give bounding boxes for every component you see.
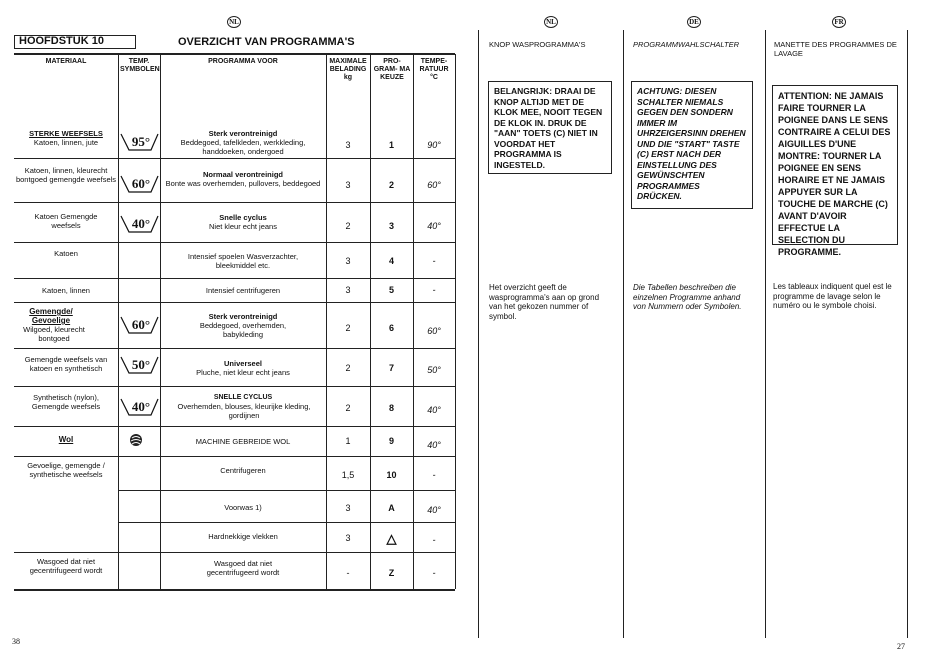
row1-program-title: Sterk verontreinigd [208, 129, 278, 138]
row8-load: 2 [345, 403, 351, 413]
row9-choice: 9 [388, 436, 394, 446]
header-program-for: PROGRAMMA VOOR [208, 58, 278, 65]
stain-triangle-icon: △ [386, 531, 397, 546]
row10-program: Centrifugeren [220, 466, 266, 475]
row1-material: Katoen, linnen, jute [33, 138, 99, 147]
row13-choice: Z [388, 568, 395, 578]
de-heading: PROGRAMMWAHLSCHALTER [633, 40, 739, 49]
page-title: OVERZICHT VAN PROGRAMMA'S [178, 36, 355, 48]
de-warning-box: ACHTUNG: DIESEN SCHALTER NIEMALS GEGEN DEN SONDERN IMMER IM UHRZEIGERSINN DREHEN UND DIE "START" TASTE (C) ERST NACH DER EINSTELLUNG DES GEWÜNSCHTEN PROGRAMMES DRÜCKEN. [631, 81, 753, 209]
row1-temp: 90° [427, 140, 441, 150]
row3-temp-symbol-icon: 40° [118, 214, 160, 234]
row2-program: Bonte was overhemden, pullovers, beddegoed [165, 179, 321, 188]
row10-temp: - [432, 470, 436, 480]
row6-program: Beddegoed, overhemden, babykleding [199, 321, 287, 339]
row4-load: 3 [345, 256, 351, 266]
row3-program: Niet kleur echt jeans [209, 222, 277, 231]
row7-material: Gemengde weefsels van katoen en synthetisch [24, 355, 108, 373]
row2-temp: 60° [427, 180, 441, 190]
row8-temp: 40° [427, 405, 441, 415]
row13-material: Wasgoed dat niet gecentrifugeerd wordt [29, 557, 103, 575]
row1-material-title: STERKE WEEFSELS [29, 129, 103, 138]
header-max-load: MAXIMALE BELADING kg [329, 58, 367, 81]
row7-program-title: Universeel [224, 359, 262, 368]
de-text: Die Tabellen beschreiben die einzelnen Programme anhand von Nummern oder Symbolen. [633, 283, 742, 311]
row13-program: Wasgoed dat niet gecentrifugeerd wordt [206, 559, 280, 577]
header-temperature: TEMPE- RATUUR °C [419, 58, 449, 81]
row6-program-title: Sterk verontreinigd [208, 312, 278, 321]
wool-ball-icon [129, 433, 143, 447]
row1-choice: 1 [388, 140, 394, 150]
row12-program: Hardnekkige vlekken [208, 532, 278, 541]
row8-program-title: SNELLE CYCLUS [213, 394, 273, 401]
row7-program: Pluche, niet kleur echt jeans [196, 368, 290, 377]
row3-program-title: Snelle cyclus [219, 213, 267, 222]
page-number-left: 38 [12, 637, 20, 646]
row4-temp: - [432, 256, 436, 266]
nl-warning-box: BELANGRIJK: DRAAI DE KNOP ALTIJD MET DE KLOK MEE, NOOIT TEGEN DE KLOK IN. DRUK DE "AAN" TOETS (C) NIET IN VOORDAT HET PROGRAMMA IS INGESTELD. [488, 81, 612, 174]
row8-choice: 8 [388, 403, 394, 413]
row7-temp: 50° [427, 365, 441, 375]
fr-heading: MANETTE DES PROGRAMMES DE LAVAGE [774, 40, 897, 58]
fr-warning-box: ATTENTION: NE JAMAIS FAIRE TOURNER LA POIGNEE DANS LE SENS CONTRAIRE A CELUI DES AIGUILLES D'UNE MONTRE: TOURNER LA POIGNEE EN SENS HORAIRE ET NE JAMAIS APPUYER SUR LA TOUCHE DE MARCHE (C) AVANT D'AVOIR EFFECTUE LA SELECTION DU PROGRAMME. [772, 85, 898, 245]
row1-load: 3 [345, 140, 351, 150]
row11-load: 3 [345, 503, 351, 513]
row10-choice: 10 [386, 470, 397, 480]
row2-choice: 2 [388, 180, 394, 190]
row5-material: Katoen, linnen [42, 286, 90, 295]
row4-material: Katoen [54, 249, 78, 258]
row2-program-title: Normaal verontreinigd [202, 170, 284, 179]
row6-material-title: Gemengde/ Gevoelige [29, 307, 73, 325]
row6-material: Wilgoed, kleurecht bontgoed [23, 325, 85, 343]
de-column-badge: DE [687, 16, 701, 28]
row7-choice: 7 [388, 363, 394, 373]
nl-column-badge: NL [544, 16, 558, 28]
row8-program: Overhemden, blouses, kleurijke kleding, gordijnen [177, 402, 311, 420]
row4-program: Intensief spoelen Wasverzachter, bleekmiddel etc. [187, 252, 299, 270]
nl-language-badge: NL [227, 16, 241, 28]
row13-load: - [346, 568, 350, 578]
header-material: MATERIAAL [45, 58, 87, 65]
row11-program: Voorwas 1) [224, 503, 262, 512]
row9-program: MACHINE GEBREIDE WOL [195, 437, 291, 446]
row10-load: 1,5 [341, 470, 355, 480]
row3-material: Katoen Gemengde weefsels [34, 212, 98, 230]
row8-temp-symbol-icon: 40° [118, 397, 160, 417]
row12-load: 3 [345, 533, 351, 543]
header-program-choice: PRO- GRAM- MA KEUZE [373, 58, 411, 81]
row5-program: Intensief centrifugeren [205, 286, 281, 295]
row3-temp: 40° [427, 221, 441, 231]
fr-text: Les tableaux indiquent quel est le programme de lavage selon le numéro ou le symbole choisi. [773, 282, 892, 310]
row4-choice: 4 [388, 256, 394, 266]
row2-temp-symbol-icon: 60° [118, 174, 160, 194]
row1-temp-symbol-icon: 95° [118, 132, 160, 152]
nl-heading: KNOP WASPROGRAMMA'S [489, 40, 586, 49]
row6-temp: 60° [427, 326, 441, 336]
row5-load: 3 [345, 285, 351, 295]
row7-temp-symbol-icon: 50° [118, 355, 160, 375]
row9-material-title: Wol [58, 435, 74, 444]
row2-load: 3 [345, 180, 351, 190]
row8-material: Synthetisch (nylon), Gemengde weefsels [31, 393, 101, 411]
row1-program: Beddegoed, tafelkleden, werkkleding, handdoeken, ondergoed [180, 138, 306, 156]
chapter-label: HOOFDSTUK 10 [14, 35, 136, 49]
row3-load: 2 [345, 221, 351, 231]
row3-choice: 3 [388, 221, 394, 231]
row5-temp: - [432, 285, 436, 295]
nl-text: Het overzicht geeft de wasprogramma's aan op grond van het gekozen nummer of symbol. [489, 283, 600, 321]
row9-load: 1 [345, 436, 351, 446]
fr-column-badge: FR [832, 16, 846, 28]
row13-temp: - [432, 568, 436, 578]
row7-load: 2 [345, 363, 351, 373]
row6-choice: 6 [388, 323, 394, 333]
row10-material: Gevoelige, gemengde / synthetische weefsels [27, 461, 105, 479]
row11-temp: 40° [427, 505, 441, 515]
row12-temp: - [432, 535, 436, 545]
row5-choice: 5 [388, 285, 394, 295]
row9-temp: 40° [427, 440, 441, 450]
row11-choice: A [388, 503, 395, 513]
row2-material: Katoen, linnen, kleurecht bontgoed gemengde weefsels [15, 166, 117, 184]
header-temp-symbols: TEMP. SYMBOLEN [120, 58, 160, 73]
row6-temp-symbol-icon: 60° [118, 315, 160, 335]
row6-load: 2 [345, 323, 351, 333]
page-number-right: 27 [897, 642, 905, 651]
